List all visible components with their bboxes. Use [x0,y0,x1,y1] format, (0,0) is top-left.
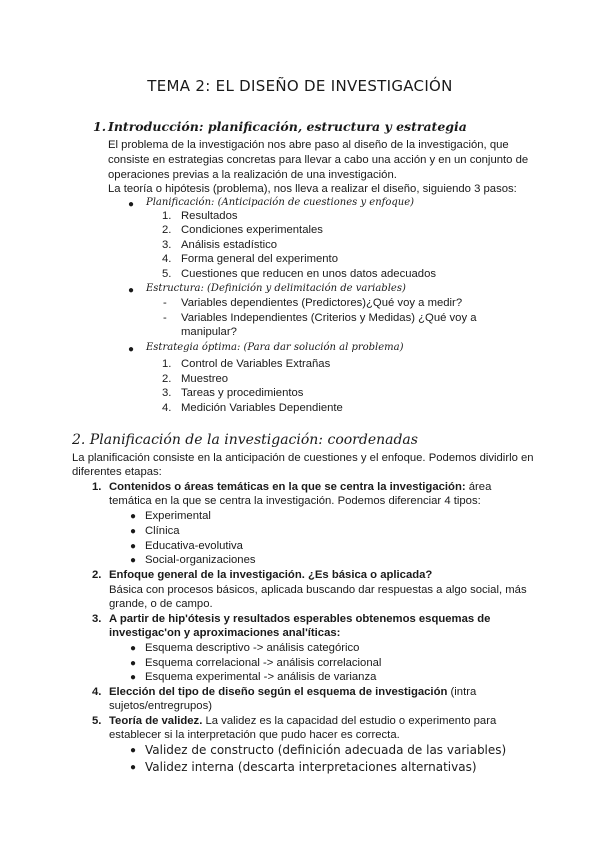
dash-icon: - [163,312,167,324]
item-3-title: investigac'on y aproximaciones anal'íticas: [109,627,341,639]
list-item: Educativa-evolutiva [145,540,243,552]
list-item: Social-organizaciones [145,554,256,566]
bullet-icon: ● [130,658,137,669]
list-item: manipular? [181,326,237,338]
bullet-icon: ● [128,285,135,296]
list-item: Validez interna (descarta interpretaciones alternativas) [145,760,477,774]
list-number: 4. [92,686,102,698]
item-4-line: Elección del tipo de diseño según el esquema de investigación (intra [109,686,477,698]
list-number: 2. [162,373,172,385]
list-item: Variables Independientes (Criterios y Medidas) ¿Qué voy a [181,312,477,324]
list-item: Medición Variables Dependiente [181,402,343,414]
bullet-icon: ● [130,526,137,537]
section-1-paragraph-line: La teoría o hipótesis (problema), nos lleva a realizar el diseño, siguiendo 3 pasos: [108,183,517,195]
list-number: 1. [162,210,172,222]
list-number: 2. [92,569,102,581]
dash-icon: - [163,297,167,309]
bullet-estructura-label: Estructura: (Definición y delimitación de variables) [146,283,406,294]
section-2-intro-line: La planificación consiste en la anticipación de cuestiones y el enfoque. Podemos dividirlo en [72,452,534,464]
list-item: Condiciones experimentales [181,224,323,236]
bullet-icon: ● [128,344,135,355]
list-item: Esquema correlacional -> análisis correlacional [145,657,382,669]
item-5-line: Teoría de validez. La validez es la capacidad del estudio o experimento para [109,715,497,727]
item-2-line: grande, o de campo. [109,598,213,610]
list-item: Cuestiones que reducen en unos datos adecuados [181,268,436,280]
list-number: 1. [162,358,172,370]
bullet-icon: ● [130,745,137,756]
list-number: 5. [162,268,172,280]
bullet-icon: ● [130,555,137,566]
item-1-line: Contenidos o áreas temáticas en la que se centra la investigación: área [109,481,492,493]
list-number: 5. [92,715,102,727]
list-item: Resultados [181,210,238,222]
page-title: TEMA 2: EL DISEÑO DE INVESTIGACIÓN [147,77,453,95]
list-item: Validez de constructo (definición adecuada de las variables) [145,743,507,757]
list-number: 1. [92,481,102,493]
bullet-icon: ● [130,672,137,683]
list-item: Muestreo [181,373,229,385]
bullet-icon: ● [128,199,135,210]
item-3-title: A partir de hip'ótesis y resultados esperables obtenemos esquemas de [109,613,491,625]
section-1-paragraph-line: operaciones previas a la realización de una investigación. [108,169,397,181]
bullet-icon: ● [130,762,137,773]
item-2-title: Enfoque general de la investigación. ¿Es básica o aplicada? [109,569,433,581]
bullet-estrategia-label: Estrategia óptima: (Para dar solución al problema) [146,342,404,353]
section-1-paragraph-line: consiste en estrategias concretas para llevar a cabo una acción y en un conjunto de [108,154,529,166]
bullet-planificacion-label: Planificación: (Anticipación de cuestiones y enfoque) [146,197,415,208]
list-item: Control de Variables Extrañas [181,358,331,370]
list-item: Análisis estadístico [181,239,278,251]
list-number: 2. [162,224,172,236]
item-2-line: Básica con procesos básicos, aplicada buscando dar respuestas a algo social, más [109,584,527,596]
bullet-icon: ● [130,643,137,654]
list-number: 3. [162,239,172,251]
list-item: Variables dependientes (Predictores)¿Qué voy a medir? [181,297,463,309]
list-number: 4. [162,253,172,265]
list-item: Esquema descriptivo -> análisis categórico [145,642,360,654]
list-number: 3. [92,613,102,625]
section-1-heading: Introducción: planificación, estructura y estrategia [108,119,467,134]
section-2-intro-line: diferentes etapas: [72,466,162,478]
bullet-icon: ● [130,511,137,522]
list-item: Forma general del experimento [181,253,338,265]
section-1-paragraph-line: El problema de la investigación nos abre paso al diseño de la investigación, que [108,139,509,151]
item-5-cont: establecer si la interpretación que pudo hacer es correcta. [109,729,400,741]
section-1-number: 1. [93,119,107,134]
list-number: 3. [162,387,172,399]
list-item: Clínica [145,525,180,537]
list-number: 4. [162,402,172,414]
list-item: Experimental [145,510,211,522]
list-item: Esquema experimental -> análisis de varianza [145,671,377,683]
item-1-cont: temática en la que se centra la investigación. Podemos diferenciar 4 tipos: [109,495,481,507]
list-item: Tareas y procedimientos [181,387,304,399]
bullet-icon: ● [130,541,137,552]
section-2-heading: 2. Planificación de la investigación: coordenadas [72,432,418,448]
item-4-cont: sujetos/entregrupos) [109,700,212,712]
